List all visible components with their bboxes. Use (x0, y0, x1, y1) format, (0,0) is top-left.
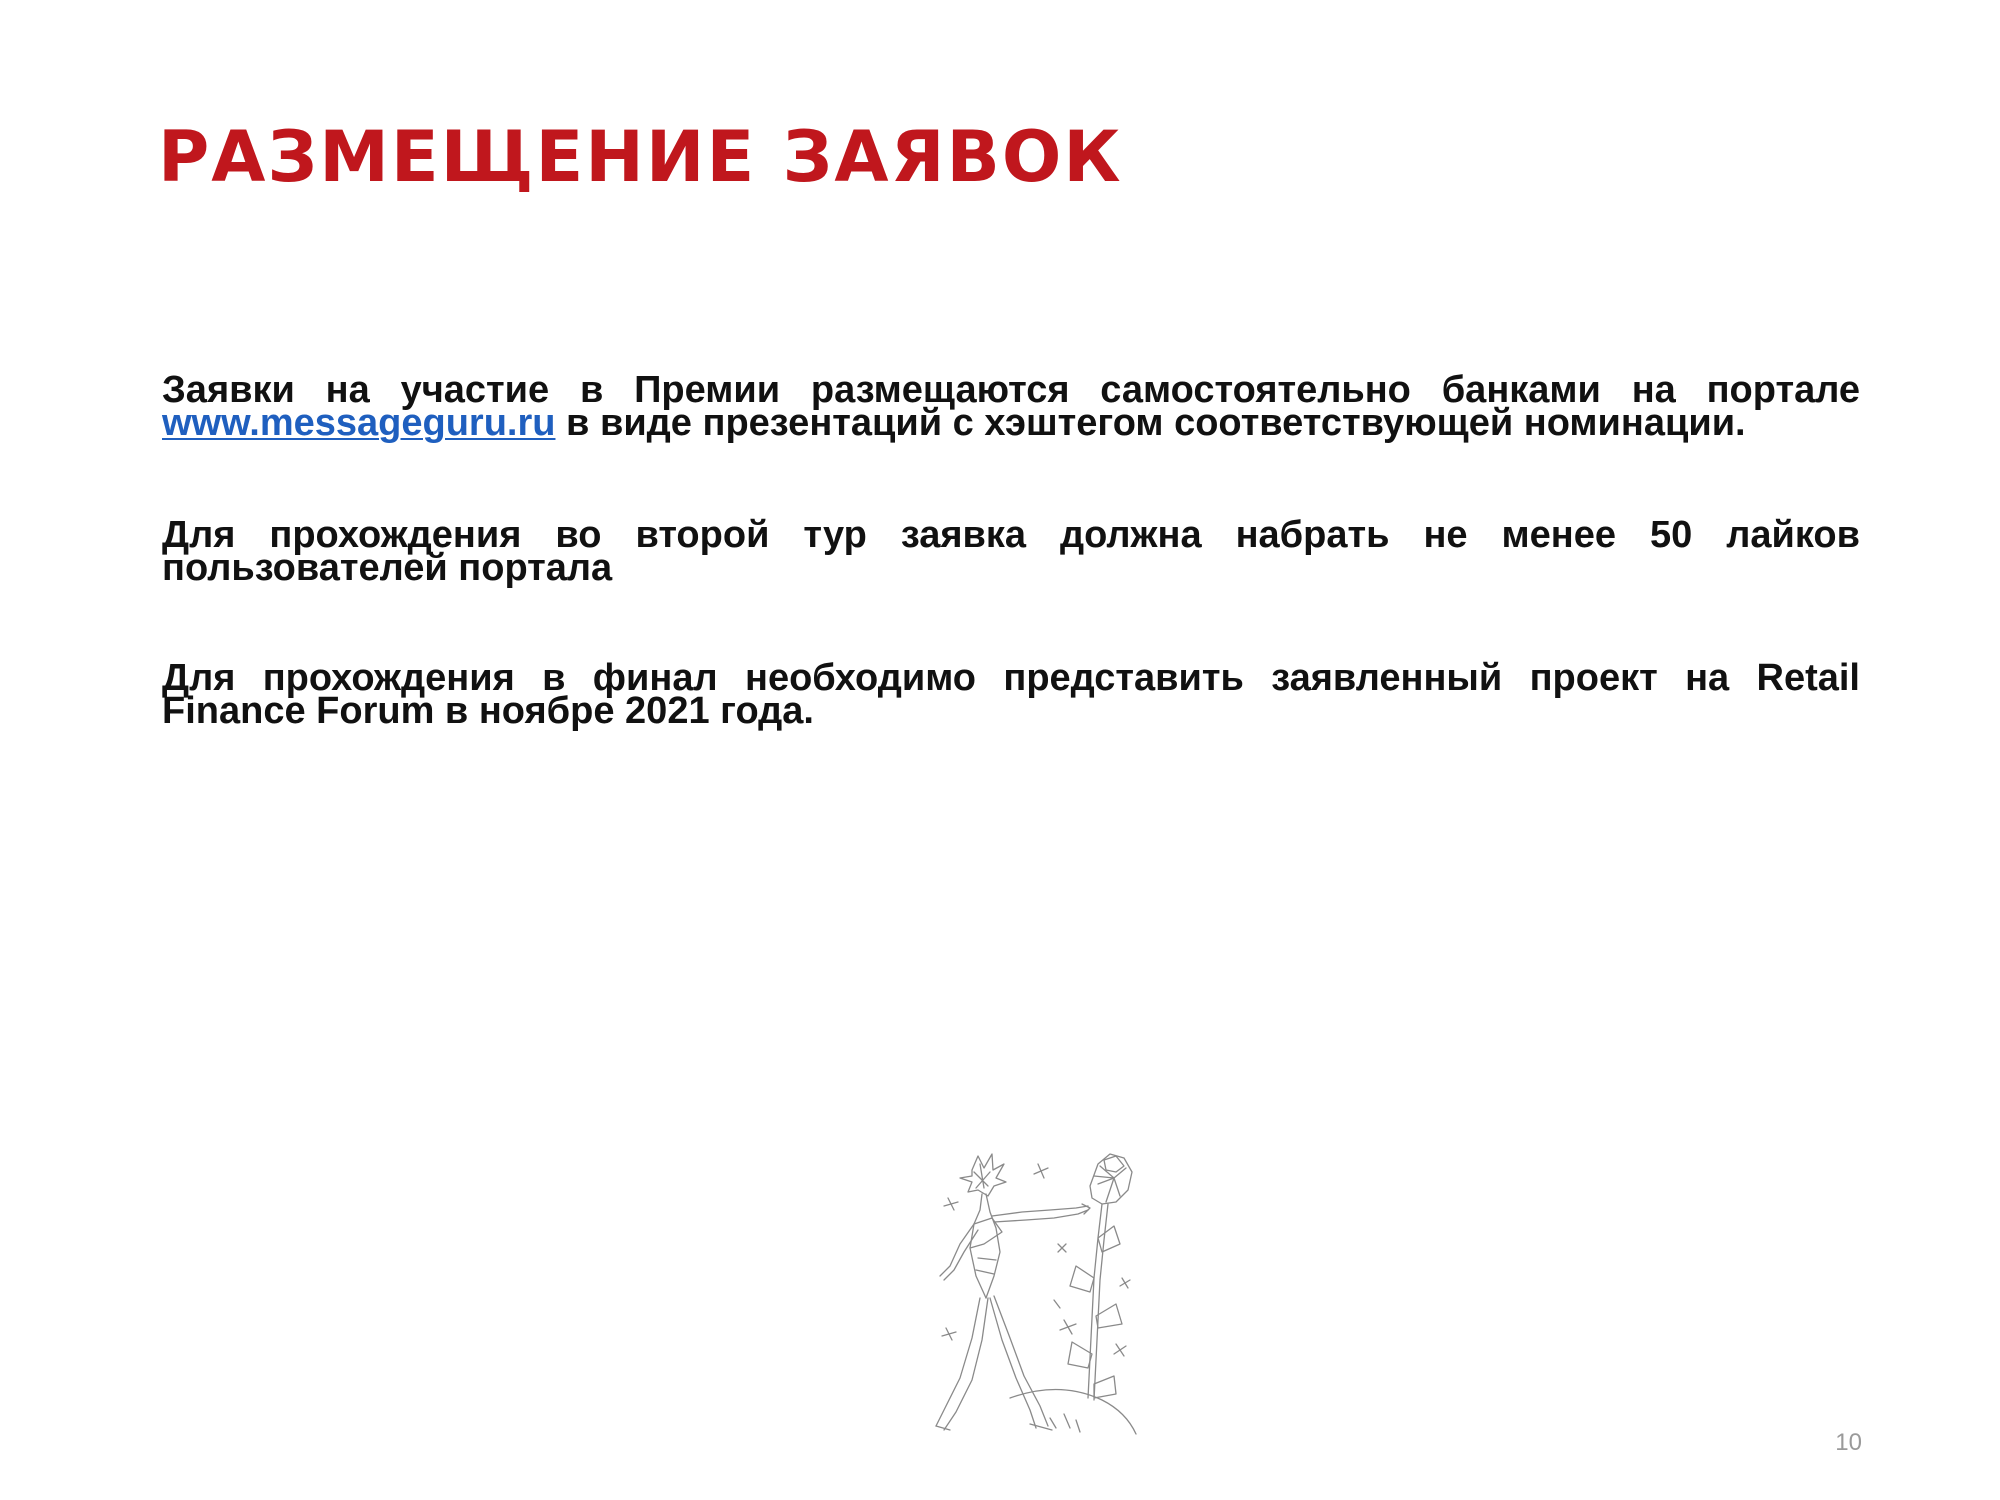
sketch-body (970, 1194, 1002, 1298)
paragraph-submission-text-after: в виде презентаций с хэштегом соответствующей номинации. (555, 402, 1746, 444)
sketch-arm (992, 1204, 1090, 1222)
sketch-stem (1068, 1204, 1122, 1400)
sketch-head (960, 1154, 1006, 1196)
paragraph-second-round: Для прохождения во второй тур заявка должна набрать не менее 50 лайков пользователей портала (162, 514, 1860, 589)
sketch-ground (1010, 1389, 1136, 1434)
sketch-illustration (930, 1148, 1140, 1440)
paragraph-final: Для прохождения в финал необходимо представить заявленный проект на Retail Finance Forum в ноябре 2021 года. (162, 657, 1860, 732)
paragraph-submission (162, 369, 1860, 444)
page-number: 10 (1835, 1429, 1862, 1456)
messageguru-link[interactable]: www.messageguru.ru (162, 402, 556, 444)
sketch-flower (1090, 1154, 1132, 1204)
sketch-legs (936, 1296, 1052, 1430)
paragraph-submission-text-before: Заявки на участие в Премии размещаются самостоятельно банками на портале (162, 369, 1860, 411)
slide-title: РАЗМЕЩЕНИЕ ЗАЯВОК (158, 116, 1123, 198)
